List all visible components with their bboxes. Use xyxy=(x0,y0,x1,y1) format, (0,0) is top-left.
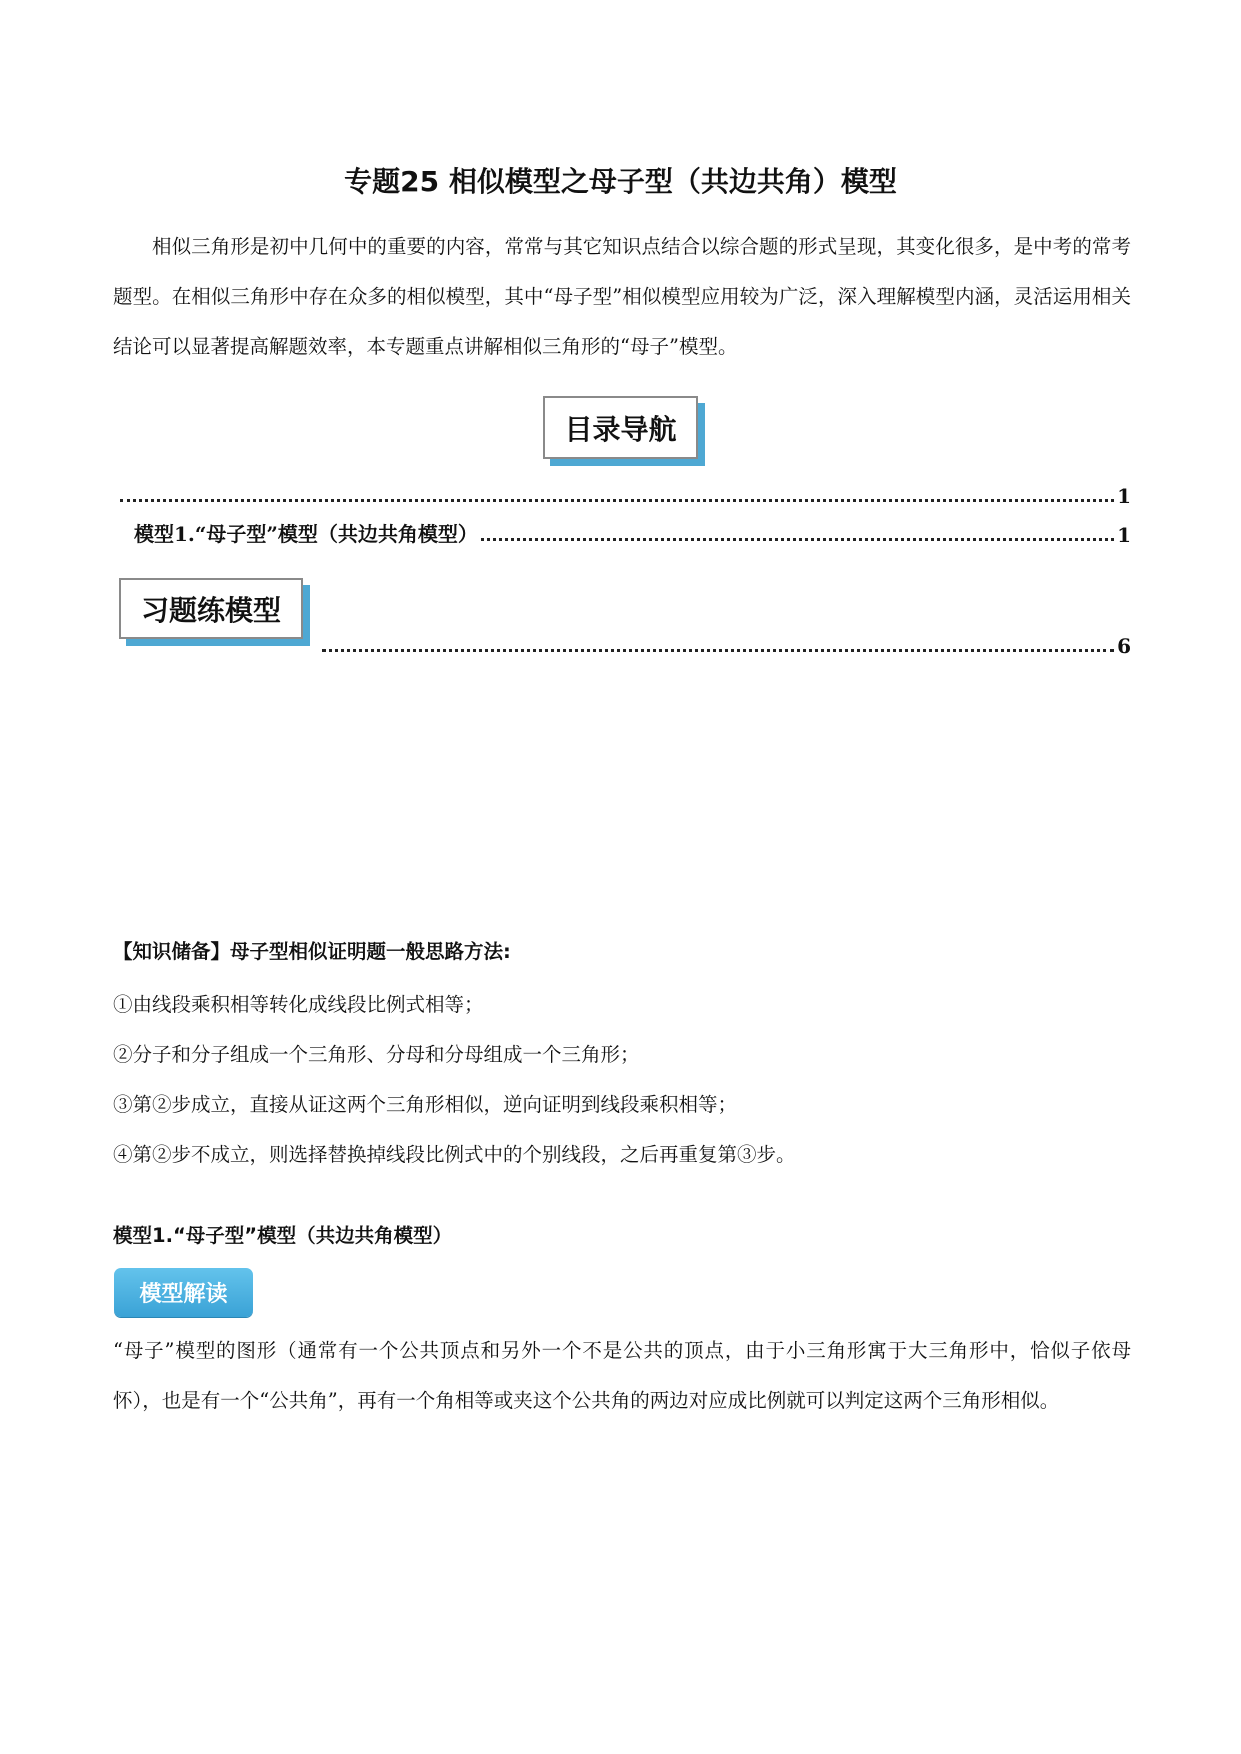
model-interpretation-pill: 模型解读 xyxy=(114,1268,253,1317)
toc-entry-model-1[interactable] xyxy=(134,518,1131,547)
knowledge-step: ②分子和分子组成一个三角形、分母和分母组成一个三角形； xyxy=(113,1043,640,1066)
model-description xyxy=(113,1326,1131,1426)
knowledge-step: ③第②步成立，直接从证这两个三角形相似，逆向证明到线段乘积相等； xyxy=(113,1093,738,1116)
page-title: 专题25 相似模型之母子型（共边共角）模型 xyxy=(344,165,897,198)
toc-entry-page: 6 xyxy=(1117,634,1131,658)
knowledge-heading: 【知识储备】母子型相似证明题一般思路方法: xyxy=(113,940,511,963)
toc-entry-label: 模型1.“母子型”模型（共边共角模型） xyxy=(134,522,478,546)
knowledge-step: ①由线段乘积相等转化成线段比例式相等； xyxy=(113,993,484,1016)
toc-leader-dots xyxy=(481,538,1114,541)
toc-entry-exercise[interactable] xyxy=(319,634,1131,658)
intro-paragraph xyxy=(113,222,1131,372)
exercise-badge: 习题练模型 xyxy=(119,578,303,639)
toc-badge: 目录导航 xyxy=(543,396,698,459)
knowledge-steps xyxy=(113,980,1131,1180)
toc-entry[interactable] xyxy=(117,484,1131,508)
model-heading: 模型1.“母子型”模型（共边共角模型） xyxy=(113,1224,453,1247)
toc-leader-dots xyxy=(322,649,1114,652)
toc-leader-dots xyxy=(120,499,1114,502)
knowledge-step: ④第②步不成立，则选择替换掉线段比例式中的个别线段，之后再重复第③步。 xyxy=(113,1143,796,1166)
intro-text: 相似三角形是初中几何中的重要的内容，常常与其它知识点结合以综合题的形式呈现，其变化很多，是中考的常考题型。在相似三角形中存在众多的相似模型，其中“母子型”相似模型应用较为广泛，深入理解模型内涵，灵活运用相关结论可以显著提高解题效率，本专题重点讲解相似三角形的“母子”模型。 xyxy=(113,235,1131,358)
model-description-text: “母子”模型的图形（通常有一个公共顶点和另外一个不是公共的顶点，由于小三角形寓于大三角形中，恰似子依母怀），也是有一个“公共角”，再有一个角相等或夹这个公共角的两边对应成比例就可以判定这两个三角形相似。 xyxy=(113,1339,1131,1412)
toc-entry-page: 1 xyxy=(1117,484,1131,508)
toc-entry-page: 1 xyxy=(1117,523,1131,547)
